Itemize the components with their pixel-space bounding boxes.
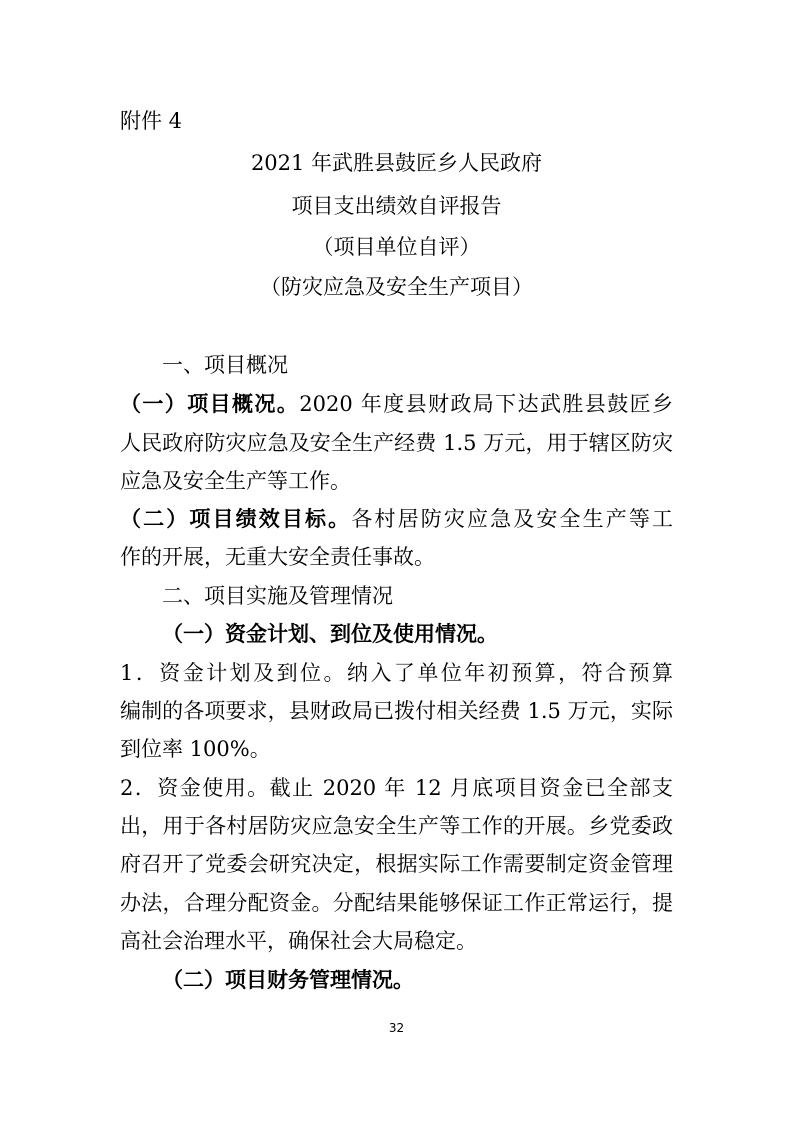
paragraph-text: 各村居防灾应急及安全生产等工 — [351, 507, 674, 531]
paragraph-line: 府召开了党委会研究决定，根据实际工作需要制定资金管理 — [120, 852, 673, 876]
paragraph-line: 办法，合理分配资金。分配结果能够保证工作正常运行，提 — [120, 891, 673, 915]
paragraph-line: 作的开展，无重大安全责任事故。 — [120, 545, 435, 569]
paragraph-line: 应急及安全生产等工作。 — [120, 469, 351, 493]
title-line-4: （防灾应急及安全生产项目） — [260, 275, 533, 299]
subsection-1-1-lead: （一）项目概况。 — [120, 391, 300, 416]
title-line-2: 项目支出绩效自评报告 — [291, 194, 502, 218]
section-1-heading: 一、项目概况 — [162, 353, 288, 377]
subsection-2-1-heading: （一）资金计划、到位及使用情况。 — [162, 621, 498, 646]
title-line-3: （项目单位自评） — [312, 235, 481, 259]
paragraph-line: 人民政府防灾应急及安全生产经费 1.5 万元，用于辖区防灾 — [120, 431, 673, 455]
attachment-label: 附件 4 — [120, 109, 183, 133]
paragraph-line: 高社会治理水平，确保社会大局稳定。 — [120, 929, 477, 953]
section-2-heading: 二、项目实施及管理情况 — [162, 584, 393, 608]
subsection-2-2-heading: （二）项目财务管理情况。 — [162, 967, 414, 992]
subsection-1-2-lead: （二）项目绩效目标。 — [120, 506, 352, 531]
paragraph-line: 到位率 100%。 — [120, 737, 271, 761]
paragraph-line — [120, 390, 673, 418]
paragraph-line: 编制的各项要求，县财政局已拨付相关经费 1.5 万元，实际 — [120, 699, 673, 723]
paragraph-line: 1．资金计划及到位。纳入了单位年初预算，符合预算 — [120, 661, 673, 685]
page-number: 32 — [388, 1021, 405, 1035]
paragraph-line: 出，用于各村居防灾应急安全生产等工作的开展。乡党委政 — [120, 814, 673, 838]
paragraph-text: 2020 年度县财政局下达武胜县鼓匠乡 — [299, 392, 673, 416]
title-line-1: 2021 年武胜县鼓匠乡人民政府 — [250, 151, 543, 175]
paragraph-line — [120, 505, 673, 533]
paragraph-line: 2．资金使用。截止 2020 年 12 月底项目资金已全部支 — [120, 776, 673, 800]
